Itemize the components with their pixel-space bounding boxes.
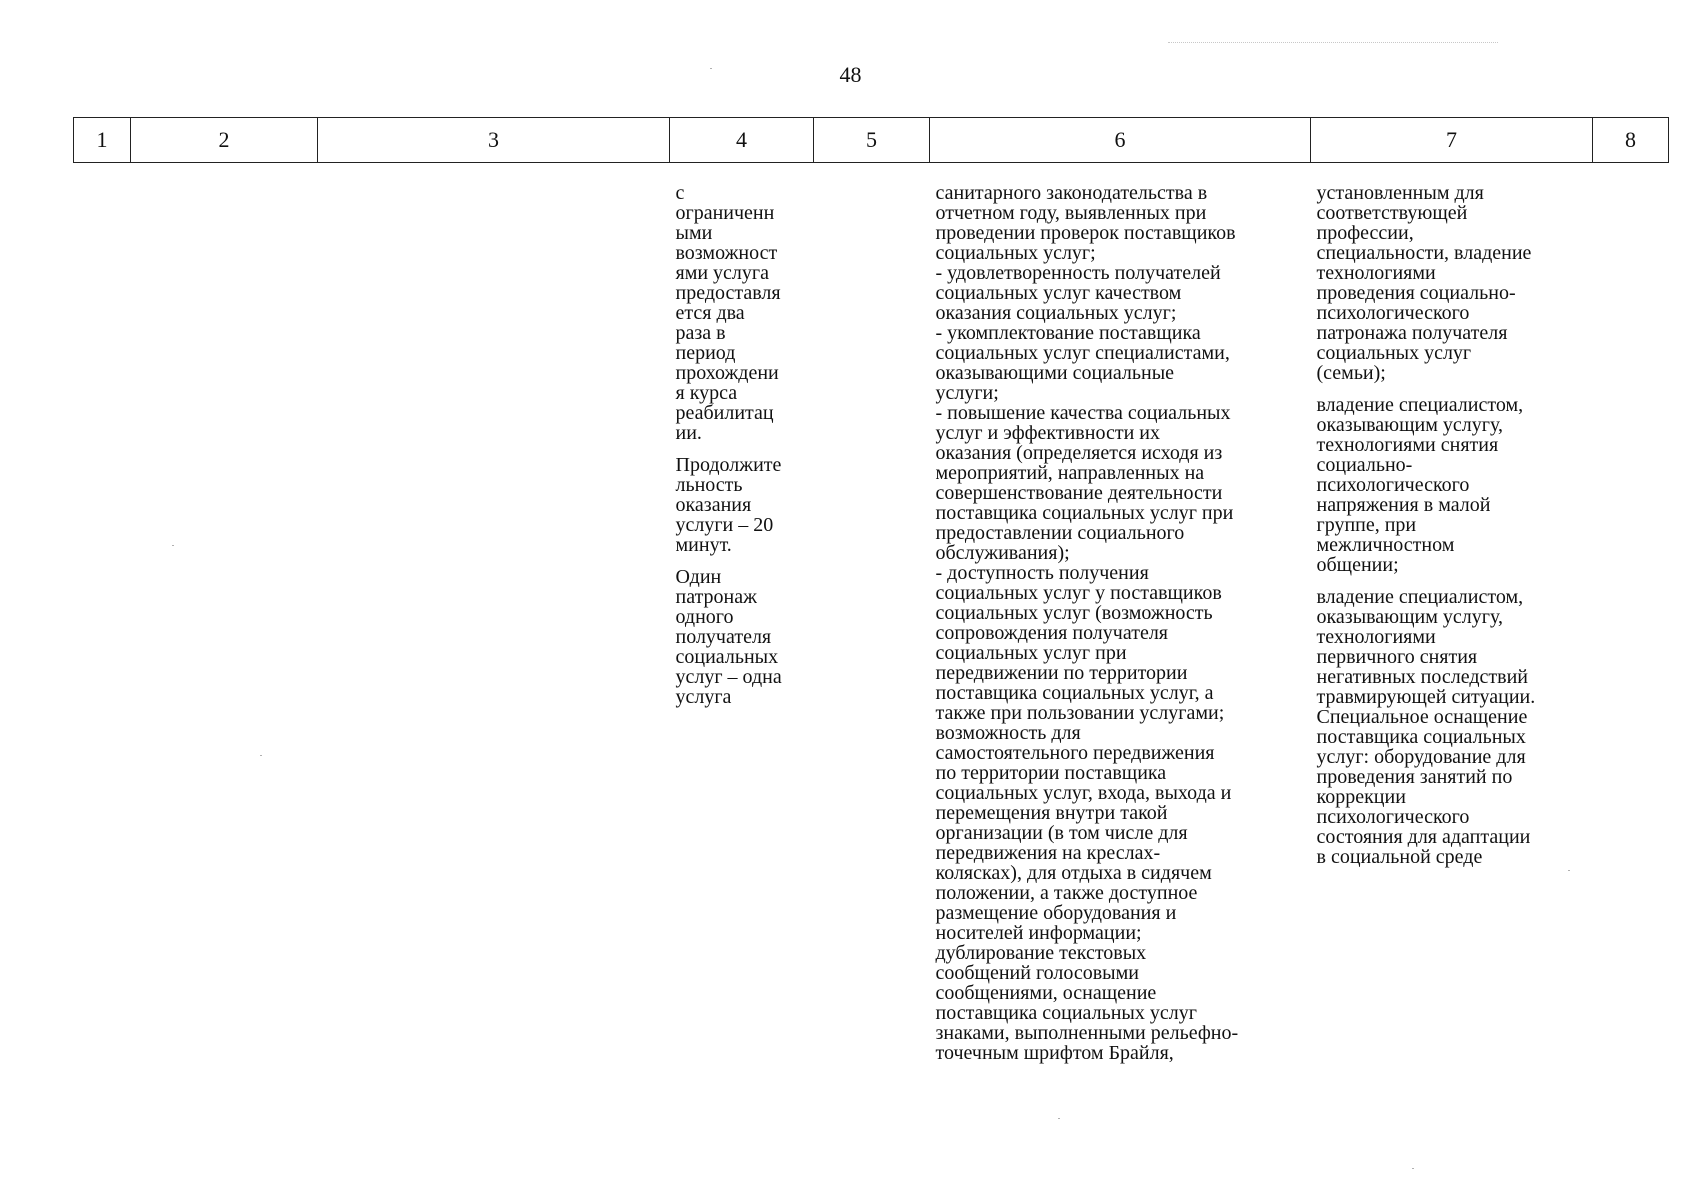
table-row xyxy=(74,163,1669,1064)
column-number-row xyxy=(74,118,1669,163)
duration-paragraph: Продолжите льность оказания услуги – 20 минут. xyxy=(675,454,782,556)
cell-col-2 xyxy=(131,163,318,1064)
services-table xyxy=(73,117,1669,1063)
conditions-paragraph-2: владение специалистом, оказывающим услугу, технологиями снятия социально- психологического напряжения в малой группе, при межличностном общении; xyxy=(1316,394,1524,576)
column-header-4: 4 xyxy=(670,118,814,163)
cell-col-7 xyxy=(1311,163,1593,1064)
cell-col-1 xyxy=(74,163,131,1064)
column-header-7: 7 xyxy=(1311,118,1593,163)
cell-col-6 xyxy=(930,163,1311,1064)
cell-col-4 xyxy=(670,163,814,1064)
column-header-1: 1 xyxy=(74,118,131,163)
scan-speck xyxy=(1058,1118,1060,1119)
scan-artifact-dots xyxy=(1168,42,1498,43)
scan-speck xyxy=(1412,1168,1414,1169)
cell-col-8 xyxy=(1593,163,1669,1064)
column-header-8: 8 xyxy=(1593,118,1669,163)
page-number: 48 xyxy=(839,62,862,87)
cell-col-3 xyxy=(318,163,670,1064)
cell-col-5 xyxy=(814,163,930,1064)
quality-indicators-paragraph: санитарного законодательства в отчетном году, выявленных при проведении проверок поставщиков социальных услуг; - удовлетворенность получателей социальных услуг качеством оказания социальных услуг; - укомплектование поставщика социальных услуг специалистами, оказывающими социальные услуги; - повышение качества социальных услуг и эффективности их оказания (определяется исходя из мероприятий, направленных на совершенствование деятельности поставщика социальных услуг при предоставлении социального обслуживания); - доступность получения социальных услуг у поставщиков социальных услуг (возможность сопровождения получателя социальных услуг при передвижении по территории поставщика социальных услуг, а также при пользовании услугами; возможность для самостоятельного передвижения по территории поставщика социальных услуг, входа, выхода и перемещения внутри такой организации (в том числе для передвижения на креслах- колясках), для отдыха в сидячем положении, а также доступное размещение оборудования и носителей информации; дублирование текстовых сообщений голосовыми сообщениями, оснащение поставщика социальных услуг знаками, выполненными рельефно- точечным шрифтом Брайля, xyxy=(935,182,1239,1064)
column-header-6: 6 xyxy=(930,118,1311,163)
conditions-paragraph-1: установленным для соответствующей профессии, специальности, владение технологиями проведения социально- психологического патронажа получателя социальных услуг (семьи); xyxy=(1316,182,1532,384)
column-header-3: 3 xyxy=(318,118,670,163)
column-header-5: 5 xyxy=(814,118,930,163)
column-header-2: 2 xyxy=(131,118,318,163)
conditions-paragraph-3: владение специалистом, оказывающим услугу, технологиями первичного снятия негативных последствий травмирующей ситуации. Специальное оснащение поставщика социальных услуг: оборудование для проведения занятий по коррекции психологического состояния для адаптации в социальной среде xyxy=(1316,586,1536,868)
unit-paragraph: Один патронаж одного получателя социальных услуг – одна услуга xyxy=(675,566,782,708)
frequency-paragraph: с ограниченн ыми возможност ями услуга предоставля ется два раза в период прохождени я курса реабилитац ии. xyxy=(675,182,781,444)
